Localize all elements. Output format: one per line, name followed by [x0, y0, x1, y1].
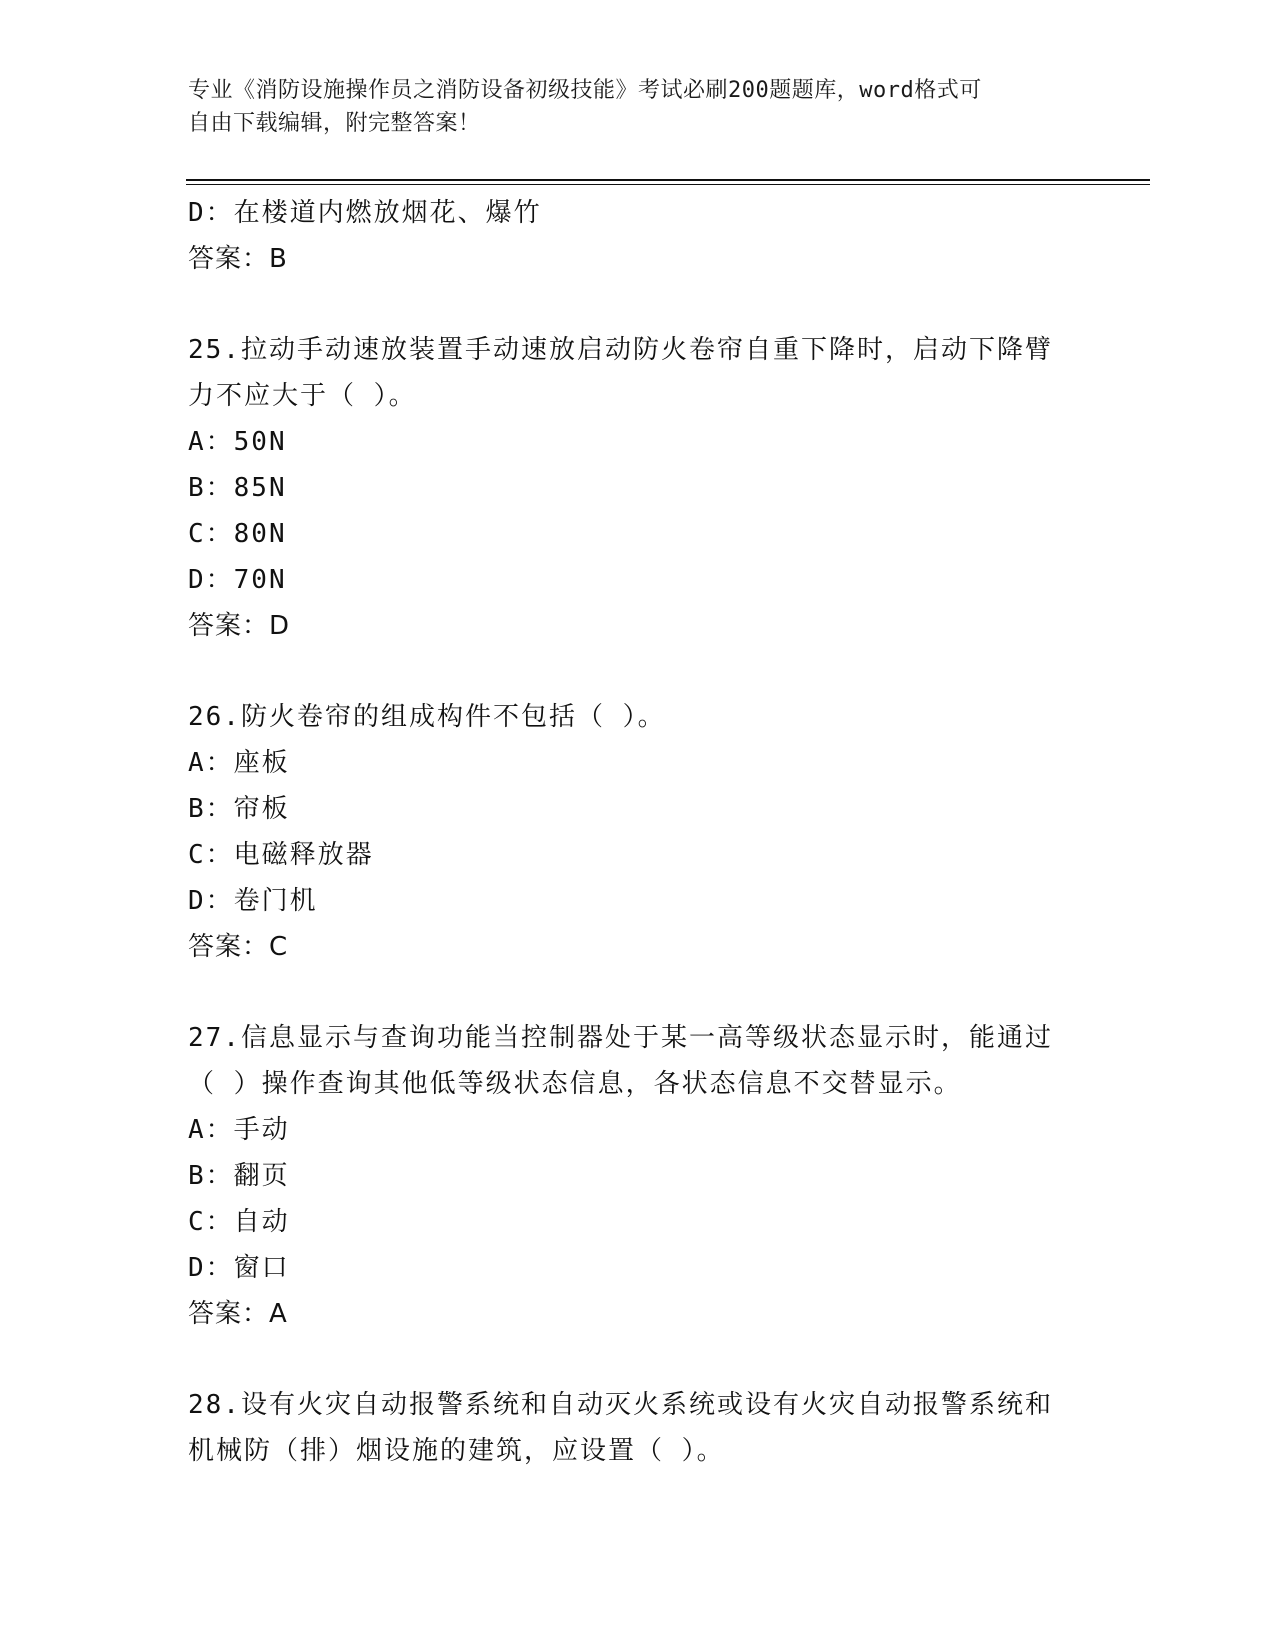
answer: 答案：A	[188, 1299, 288, 1329]
option-c: C：80N	[188, 519, 287, 549]
question-stem: 27.信息显示与查询功能当控制器处于某一高等级状态显示时，能通过	[188, 1023, 1053, 1053]
option-d: D：70N	[188, 565, 287, 595]
header-rule-thick	[186, 179, 1150, 181]
question-27	[188, 1015, 1088, 1337]
option-d: D：在楼道内燃放烟花、爆竹	[188, 198, 542, 228]
header-line-1: 专业《消防设施操作员之消防设备初级技能》考试必刷200题题库，word格式可	[188, 78, 982, 103]
question-24-tail	[188, 190, 1088, 282]
question-25	[188, 327, 1088, 649]
option-a: A：座板	[188, 748, 290, 778]
question-stem: 25.拉动手动速放装置手动速放启动防火卷帘自重下降时，启动下降臂	[188, 335, 1053, 365]
option-b: B：帘板	[188, 794, 290, 824]
option-b: B：85N	[188, 473, 287, 503]
option-a: A：手动	[188, 1115, 290, 1145]
question-list	[188, 190, 1088, 1474]
answer: 答案：B	[188, 244, 288, 274]
question-26	[188, 694, 1088, 970]
question-stem-continued: 力不应大于（ ）。	[188, 381, 417, 411]
question-stem: 26.防火卷帘的组成构件不包括（ ）。	[188, 702, 666, 732]
header-line-2: 自由下载编辑，附完整答案！	[188, 111, 481, 136]
option-a: A：50N	[188, 427, 287, 457]
option-b: B：翻页	[188, 1161, 290, 1191]
option-d: D：窗口	[188, 1253, 290, 1283]
document-header	[188, 74, 1068, 140]
answer: 答案：C	[188, 932, 289, 962]
question-stem-continued: （ ）操作查询其他低等级状态信息，各状态信息不交替显示。	[188, 1069, 962, 1099]
option-c: C：电磁释放器	[188, 840, 374, 870]
option-d: D：卷门机	[188, 886, 318, 916]
option-c: C：自动	[188, 1207, 290, 1237]
answer: 答案：D	[188, 611, 291, 641]
question-stem-continued: 机械防（排）烟设施的建筑，应设置（ ）。	[188, 1436, 725, 1466]
question-stem: 28.设有火灾自动报警系统和自动灭火系统或设有火灾自动报警系统和	[188, 1390, 1053, 1420]
header-rule-thin	[186, 184, 1150, 185]
question-28	[188, 1382, 1088, 1474]
